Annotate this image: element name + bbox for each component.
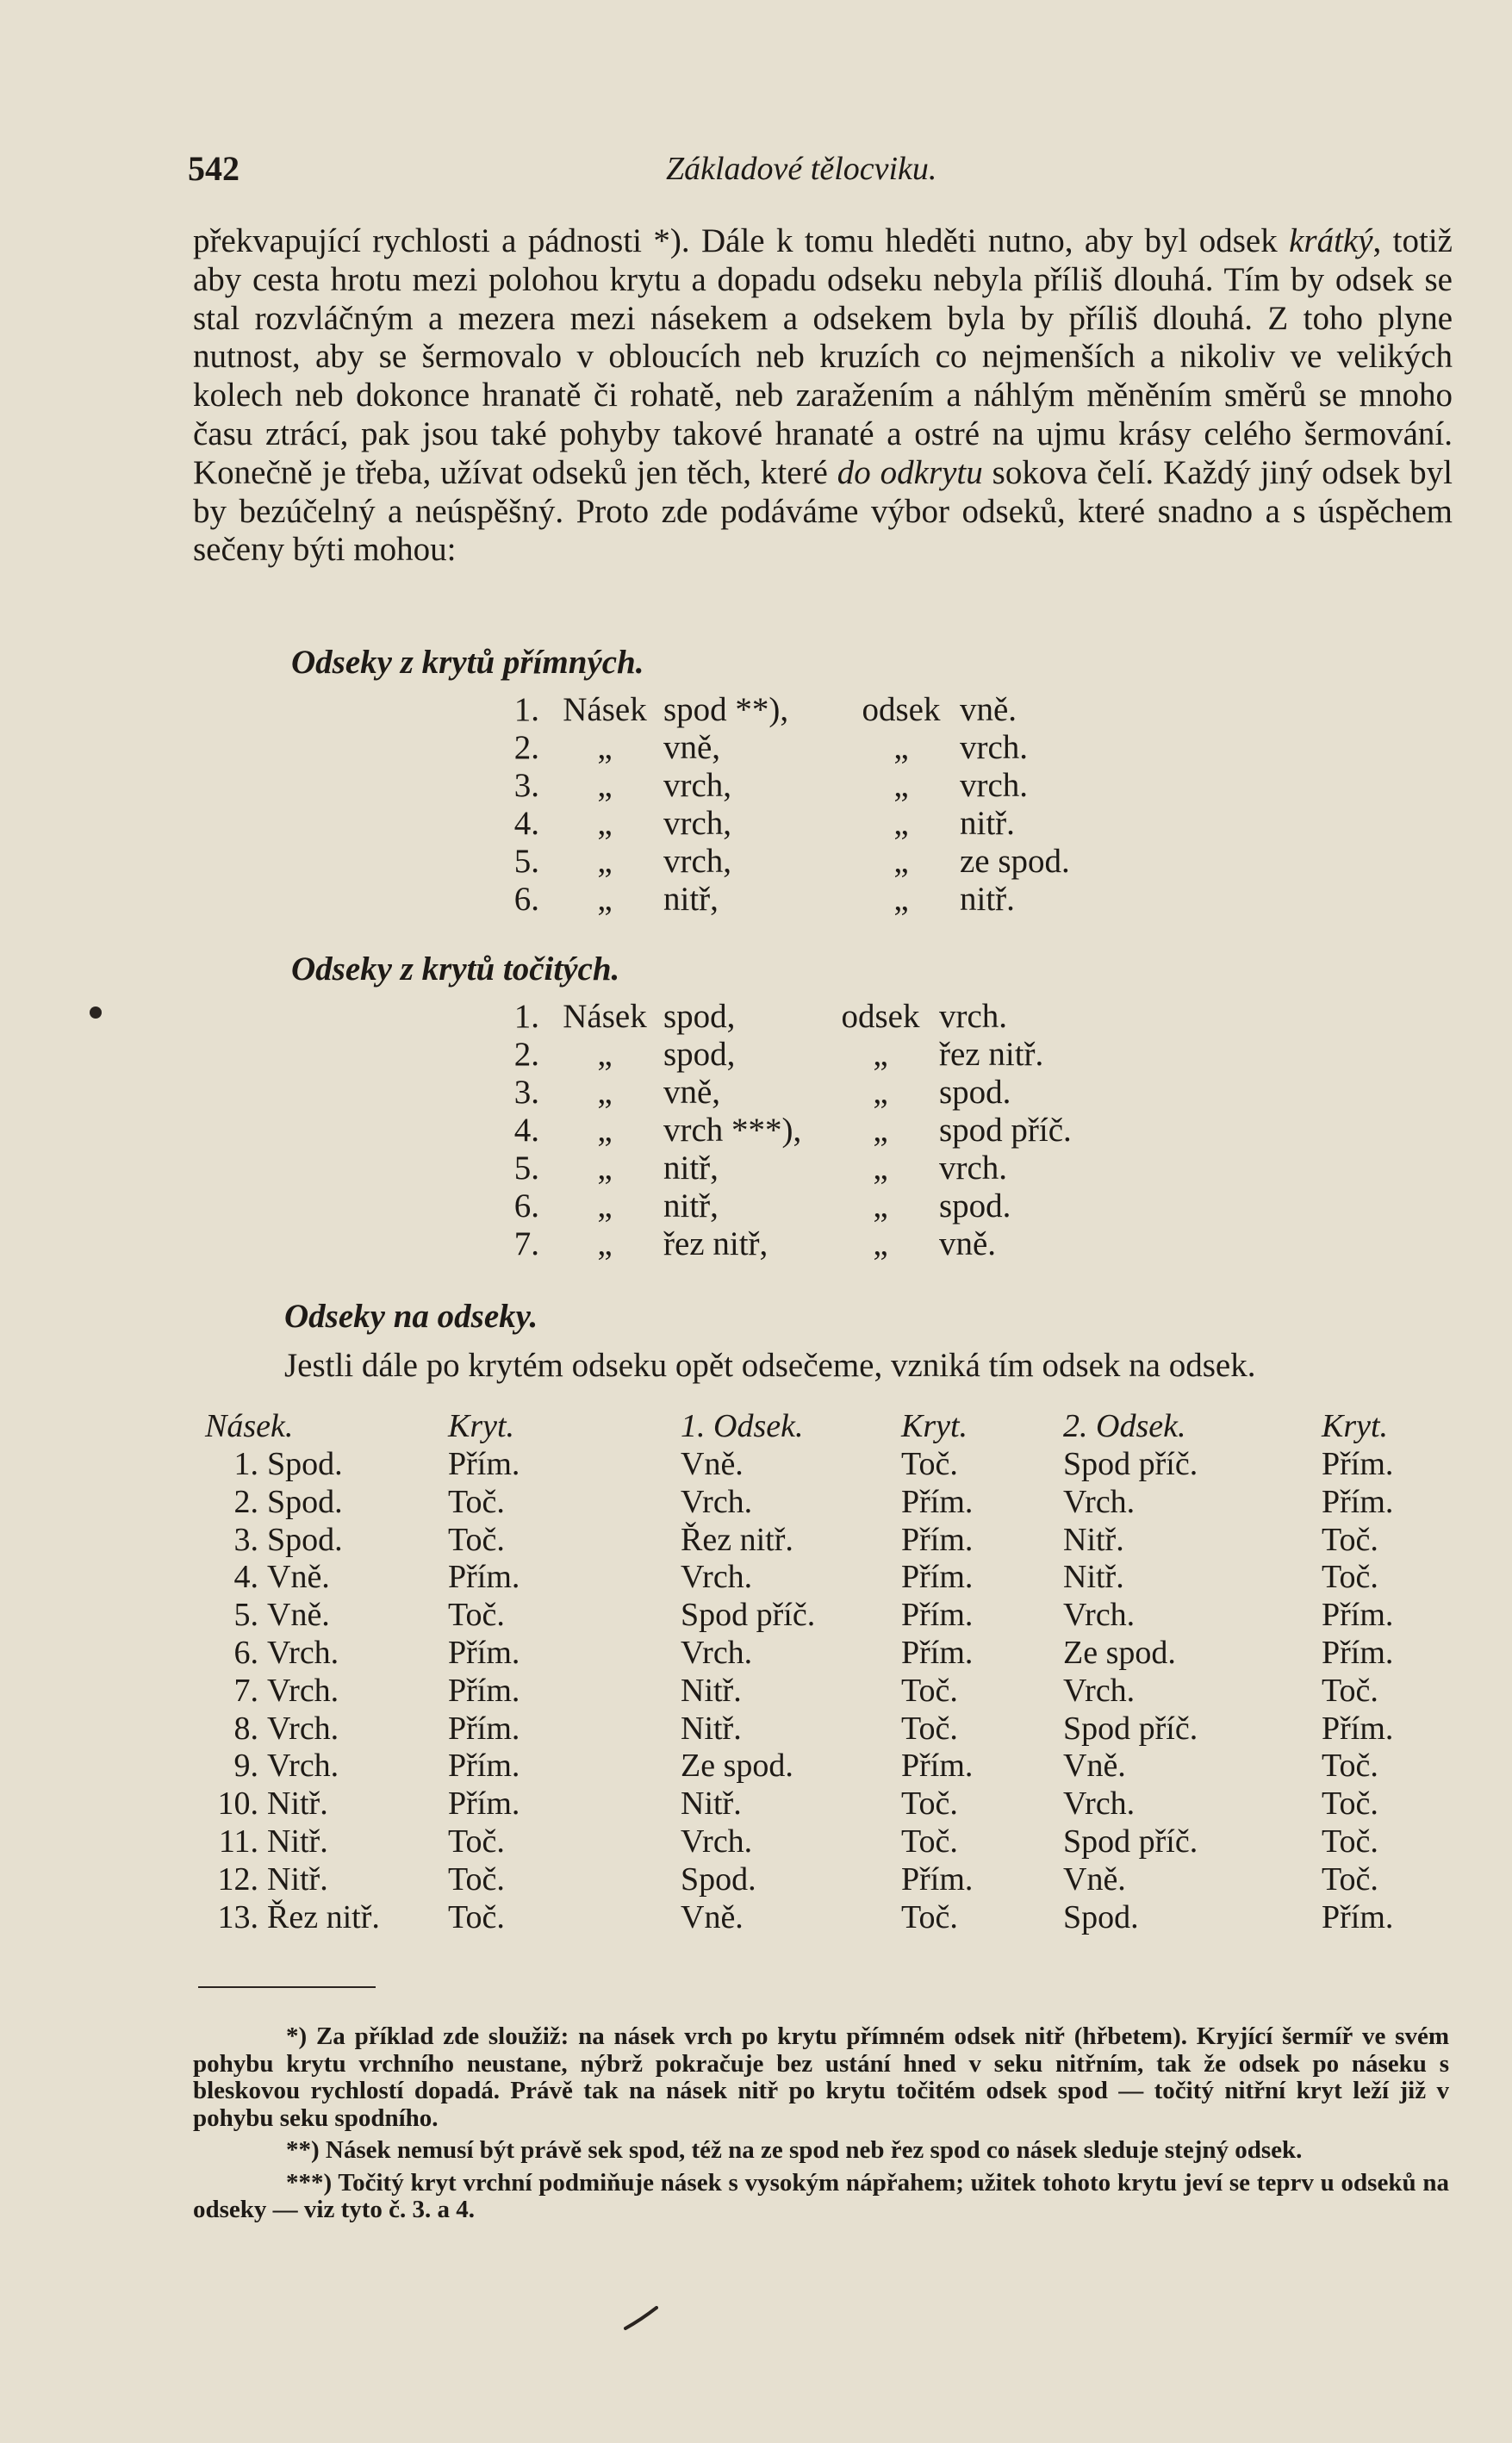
nasek-direction: spod, [663, 1036, 736, 1073]
kryt-cell: Toč. [901, 1446, 958, 1482]
row-number: 2. [513, 729, 539, 766]
nasek-word: „ [597, 843, 613, 880]
odsek-cell: Ze spod. [681, 1748, 793, 1785]
body-paragraph [193, 222, 1453, 570]
row-index: 1. [233, 1446, 258, 1482]
footnotes [193, 2023, 1449, 2229]
row-number: 1. [513, 691, 539, 728]
kryt-cell: Přím. [1322, 1597, 1394, 1634]
row-index: 7. [233, 1672, 258, 1709]
footnote-rule [198, 1986, 376, 1988]
nasek-word: „ [597, 1225, 613, 1262]
kryt-cell: Přím. [448, 1748, 520, 1785]
column-header: Kryt. [1322, 1408, 1389, 1444]
table-row [205, 1484, 1425, 1522]
odsek-cell: Vně. [1063, 1860, 1126, 1898]
odsek-word: „ [873, 1187, 888, 1225]
nasek-cell: Spod. [267, 1483, 343, 1520]
odsek-word: „ [873, 1036, 888, 1073]
kryt-cell: Přím. [901, 1597, 974, 1634]
nasek-direction: nitř, [663, 1187, 719, 1225]
cut-row [500, 1112, 1141, 1150]
odsek-cell: Vrch. [1063, 1672, 1136, 1709]
kryt-cell: Toč. [1322, 1559, 1378, 1596]
nasek-word: „ [597, 1150, 613, 1187]
row-number: 4. [513, 805, 539, 842]
nasek-cell: Spod. [267, 1521, 343, 1558]
odsek-cell: Vrch. [1063, 1597, 1136, 1634]
page-number: 542 [188, 149, 240, 188]
odsek-word: odsek [841, 998, 920, 1035]
section-heading-odseky-na-odseky: Odseky na odseky. [284, 1298, 538, 1335]
cut-row [500, 729, 1161, 767]
nasek-direction: vrch, [663, 767, 732, 804]
footnote-3: ***) Točitý kryt vrchní podmiňuje násek s vysokým nápřahem; užitek tohoto krytu jeví se teprv u odseků na odseky — viz tyto č. 3. a 4. [193, 2168, 1449, 2223]
row-number: 6. [513, 1187, 539, 1225]
row-index: 9. [233, 1748, 258, 1785]
table-row [205, 1899, 1425, 1937]
nasek-cell: Vně. [267, 1597, 330, 1634]
kryt-cell: Přím. [1322, 1483, 1394, 1520]
row-number: 7. [513, 1225, 539, 1262]
odsek-direction: spod. [939, 1187, 1011, 1225]
odsek-cell: Vrch. [681, 1559, 753, 1596]
nasek-direction: nitř, [663, 881, 719, 918]
column-header: Násek. [205, 1408, 294, 1444]
kryt-cell: Toč. [901, 1823, 958, 1860]
body-emphasis: krátký [1289, 222, 1373, 259]
nasek-cell: Vrch. [267, 1672, 339, 1709]
nasek-word: Násek [563, 998, 647, 1035]
odsek-direction: vně. [960, 691, 1017, 728]
nasek-word: „ [597, 1036, 613, 1073]
nasek-direction: spod **), [663, 691, 789, 728]
odsek-direction: ze spod. [960, 843, 1070, 880]
table-row [205, 1786, 1425, 1823]
kryt-cell: Přím. [901, 1860, 974, 1898]
kryt-cell: Přím. [448, 1672, 520, 1709]
kryt-cell: Toč. [1322, 1860, 1378, 1898]
cut-row [500, 1150, 1141, 1187]
nasek-word: „ [597, 1112, 613, 1149]
odsek-cell: Vně. [681, 1898, 744, 1935]
odsek-cell: Vrch. [681, 1483, 753, 1520]
nasek-cell: Nitř. [267, 1860, 328, 1898]
odsek-cell: Spod. [681, 1860, 756, 1898]
nasek-direction: vrch, [663, 805, 732, 842]
nasek-cell: Vrch. [267, 1710, 339, 1747]
nasek-direction: vně, [663, 1074, 721, 1111]
odsek-word: „ [873, 1225, 888, 1262]
table-row [205, 1635, 1425, 1673]
odsek-word: „ [873, 1150, 888, 1187]
kryt-cell: Přím. [448, 1786, 520, 1823]
section-heading-tocite: Odseky z krytů točitých. [291, 950, 620, 988]
odsek-word: „ [893, 729, 909, 766]
running-title: Základové tělocviku. [666, 151, 937, 187]
cut-row [500, 691, 1161, 729]
nasek-word: „ [597, 729, 613, 766]
kryt-cell: Přím. [901, 1634, 974, 1671]
primne-cuts-table [500, 691, 1161, 919]
row-index: 11. [218, 1823, 258, 1860]
odsek-direction: vrch. [960, 767, 1029, 804]
column-header: 1. Odsek. [681, 1408, 804, 1444]
odsek-word: „ [893, 843, 909, 880]
section3-intro: Jestli dále po krytém odseku opět odsečeme, vzniká tím odsek na odsek. [284, 1347, 1256, 1384]
stray-ink-dot [90, 1006, 102, 1019]
odsek-direction: spod příč. [939, 1112, 1072, 1149]
odsek-cell: Spod. [1063, 1898, 1139, 1935]
kryt-cell: Toč. [448, 1898, 505, 1935]
odsek-cell: Spod příč. [1063, 1823, 1198, 1860]
odsek-word: „ [873, 1112, 888, 1149]
nasek-word: „ [597, 1187, 613, 1225]
table-header-row [205, 1406, 1425, 1446]
cut-row [500, 843, 1161, 881]
kryt-cell: Toč. [1322, 1521, 1378, 1558]
row-index: 13. [217, 1898, 258, 1935]
table-row [205, 1446, 1425, 1484]
odsek-direction: řez nitř. [939, 1036, 1044, 1073]
nasek-word: Násek [563, 691, 647, 728]
table-row [205, 1673, 1425, 1711]
body-text-part: překvapující rychlosti a pádnosti *). Dále k tomu hleděti nutno, aby byl odsek [193, 222, 1290, 259]
nasek-direction: řez nitř, [663, 1225, 768, 1262]
kryt-cell: Přím. [901, 1483, 974, 1520]
row-number: 1. [513, 998, 539, 1035]
odsek-cell: Vrch. [681, 1634, 753, 1671]
footnote-1: *) Za příklad zde sloužiž: na násek vrch po krytu přímném odsek nitř (hřbetem). Kryjící šermíř ve svém pohybu krytu vrchního neustane, nýbrž pokračuje bez ustání hned v seku nitřním, tak že odsek po náseku s bleskovou rychlostí dopadá. Právě tak na násek nitř po krytu točitém odsek spod — točitý nitřní kryt leží již v pohybu seku spodního. [193, 2022, 1449, 2132]
odseky-na-odseky-table [205, 1406, 1425, 1936]
row-number: 4. [513, 1112, 539, 1149]
kryt-cell: Přím. [448, 1634, 520, 1671]
odsek-word: „ [873, 1074, 888, 1111]
row-number: 6. [513, 881, 539, 918]
cut-row [500, 805, 1161, 843]
nasek-cell: Nitř. [267, 1786, 328, 1823]
body-text-part: , totiž aby cesta hrotu mezi polohou krytu a dopadu odseku nebyla příliš dlouhá. Tím by odsek se stal rozvláčným a mezera mezi násekem a odsekem byla by příliš dlouhá. Z toho plyne nutnost, aby se šermovalo v obloucích neb kruzích co nejmenších a nikoliv ve velikých kolech neb dokonce hranatě či rohatě, neb zaražením a náhlým měněním směrů se mnoho času ztrácí, pak jsou také pohyby takové hranaté a ostré na ujmu krásy celého šermování. Konečně je třeba, užívat odseků jen těch, které [193, 222, 1453, 491]
column-header: Kryt. [901, 1408, 968, 1444]
footnote-2: **) Násek nemusí být právě sek spod, též na ze spod neb řez spod co násek sleduje stejný odsek. [286, 2136, 1303, 2164]
kryt-cell: Přím. [901, 1748, 974, 1785]
kryt-cell: Přím. [448, 1559, 520, 1596]
nasek-word: „ [597, 881, 613, 918]
nasek-direction: vrch, [663, 843, 732, 880]
odsek-direction: vně. [939, 1225, 997, 1262]
odsek-cell: Nitř. [681, 1672, 742, 1709]
body-text-part: sokova čelí. Každý jiný odsek byl by bezúčelný a neúspěšný. Proto zde podáváme výbor odseků, které snadno a s úspěchem sečeny býti mohou: [193, 453, 1453, 569]
table-row [205, 1597, 1425, 1635]
odsek-cell: Vně. [681, 1446, 744, 1482]
nasek-word: „ [597, 1074, 613, 1111]
odsek-cell: Spod příč. [1063, 1710, 1198, 1747]
kryt-cell: Toč. [901, 1786, 958, 1823]
odsek-word: odsek [862, 691, 941, 728]
cut-row [500, 1187, 1141, 1225]
nasek-cell: Nitř. [267, 1823, 328, 1860]
row-index: 6. [233, 1634, 258, 1671]
odsek-cell: Nitř. [1063, 1521, 1124, 1558]
kryt-cell: Přím. [901, 1559, 974, 1596]
table-row [205, 1559, 1425, 1597]
kryt-cell: Toč. [448, 1860, 505, 1898]
odsek-cell: Vně. [1063, 1748, 1126, 1785]
row-number: 3. [513, 767, 539, 804]
nasek-cell: Řez nitř. [267, 1898, 380, 1935]
kryt-cell: Toč. [901, 1898, 958, 1935]
kryt-cell: Přím. [1322, 1634, 1394, 1671]
kryt-cell: Přím. [901, 1521, 974, 1558]
odsek-cell: Nitř. [681, 1710, 742, 1747]
row-number: 2. [513, 1036, 539, 1073]
odsek-cell: Vrch. [1063, 1483, 1136, 1520]
cut-row [500, 1225, 1141, 1263]
odsek-cell: Spod příč. [681, 1597, 816, 1634]
kryt-cell: Toč. [1322, 1786, 1378, 1823]
row-number: 3. [513, 1074, 539, 1111]
kryt-cell: Toč. [901, 1672, 958, 1709]
odsek-direction: vrch. [939, 998, 1008, 1035]
column-header: Kryt. [448, 1408, 515, 1444]
row-index: 5. [233, 1597, 258, 1634]
tocite-cuts-table [500, 998, 1141, 1263]
odsek-direction: spod. [939, 1074, 1011, 1111]
row-index: 2. [233, 1483, 258, 1520]
odsek-word: „ [893, 881, 909, 918]
nasek-word: „ [597, 767, 613, 804]
odsek-word: „ [893, 767, 909, 804]
kryt-cell: Toč. [901, 1710, 958, 1747]
cut-row [500, 1074, 1141, 1112]
kryt-cell: Toč. [448, 1823, 505, 1860]
nasek-cell: Spod. [267, 1446, 343, 1482]
nasek-cell: Vrch. [267, 1748, 339, 1785]
kryt-cell: Toč. [1322, 1672, 1378, 1709]
odsek-direction: nitř. [960, 805, 1015, 842]
nasek-direction: spod, [663, 998, 736, 1035]
odsek-cell: Spod příč. [1063, 1446, 1198, 1482]
kryt-cell: Přím. [1322, 1710, 1394, 1747]
row-index: 8. [233, 1710, 258, 1747]
pen-mark-icon [624, 2306, 658, 2332]
page-header [188, 148, 1454, 191]
odsek-cell: Vrch. [681, 1823, 753, 1860]
table-row [205, 1711, 1425, 1748]
kryt-cell: Přím. [1322, 1446, 1394, 1482]
row-index: 12. [217, 1860, 258, 1898]
odsek-cell: Nitř. [681, 1786, 742, 1823]
odsek-word: „ [893, 805, 909, 842]
odsek-cell: Nitř. [1063, 1559, 1124, 1596]
cut-row [500, 1036, 1141, 1074]
row-index: 3. [233, 1521, 258, 1558]
row-number: 5. [513, 1150, 539, 1187]
cut-row [500, 998, 1141, 1036]
kryt-cell: Přím. [448, 1446, 520, 1482]
kryt-cell: Toč. [1322, 1823, 1378, 1860]
nasek-cell: Vrch. [267, 1634, 339, 1671]
odsek-direction: vrch. [939, 1150, 1008, 1187]
nasek-word: „ [597, 805, 613, 842]
odsek-direction: vrch. [960, 729, 1029, 766]
table-row [205, 1823, 1425, 1861]
row-index: 4. [233, 1559, 258, 1596]
row-number: 5. [513, 843, 539, 880]
odsek-cell: Ze spod. [1063, 1634, 1176, 1671]
cut-row [500, 767, 1161, 805]
section-heading-primne: Odseky z krytů přímných. [291, 644, 644, 681]
odsek-cell: Vrch. [1063, 1786, 1136, 1823]
cut-row [500, 881, 1161, 919]
table-row [205, 1522, 1425, 1560]
kryt-cell: Přím. [448, 1710, 520, 1747]
body-emphasis: do odkrytu [837, 453, 983, 491]
odsek-direction: nitř. [960, 881, 1015, 918]
column-header: 2. Odsek. [1063, 1408, 1186, 1444]
kryt-cell: Přím. [1322, 1898, 1394, 1935]
table-row [205, 1861, 1425, 1899]
kryt-cell: Toč. [448, 1483, 505, 1520]
nasek-direction: vně, [663, 729, 721, 766]
nasek-cell: Vně. [267, 1559, 330, 1596]
table-row [205, 1748, 1425, 1786]
kryt-cell: Toč. [448, 1521, 505, 1558]
kryt-cell: Toč. [448, 1597, 505, 1634]
kryt-cell: Toč. [1322, 1748, 1378, 1785]
nasek-direction: nitř, [663, 1150, 719, 1187]
odsek-cell: Řez nitř. [681, 1521, 793, 1558]
nasek-direction: vrch ***), [663, 1112, 802, 1149]
row-index: 10. [217, 1786, 258, 1823]
